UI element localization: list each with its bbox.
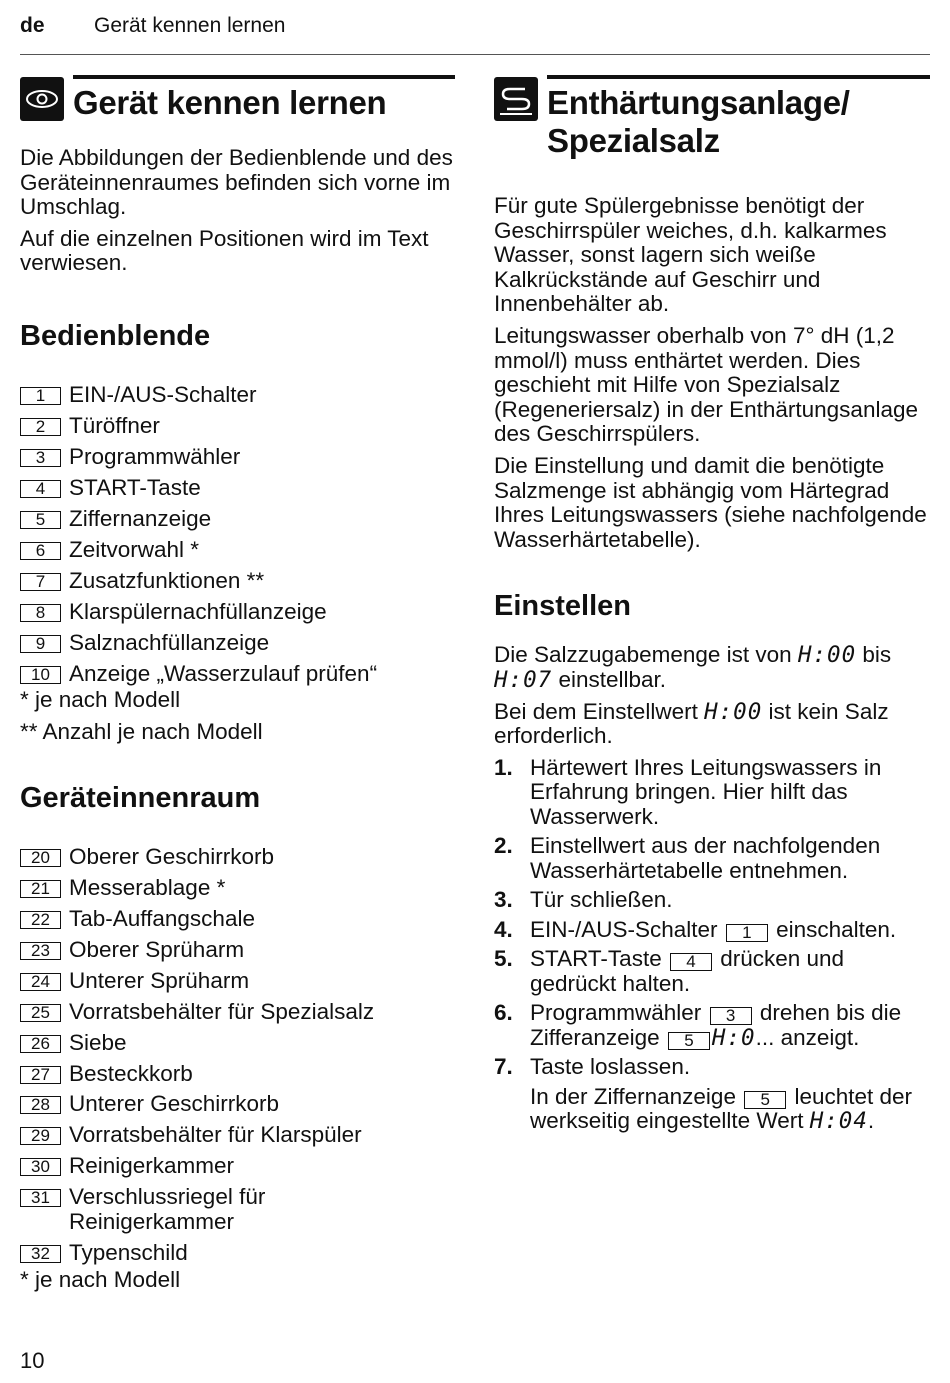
step-item	[494, 756, 930, 830]
list-item	[20, 907, 455, 932]
heading-rule	[73, 75, 455, 79]
step-text: Tür schließen.	[530, 887, 673, 913]
list-item	[20, 1241, 455, 1266]
item-label: Unterer Geschirrkorb	[69, 1091, 280, 1117]
display-value: H:00	[704, 698, 763, 725]
item-label: Programmwähler	[69, 443, 241, 469]
step-result	[530, 1085, 930, 1134]
position-number: 23	[20, 942, 61, 960]
position-number: 5	[668, 1032, 710, 1050]
list-item	[20, 631, 455, 656]
position-number: 25	[20, 1004, 61, 1022]
position-number: 2	[20, 418, 61, 436]
list-item	[20, 938, 455, 963]
text-segment: Die Salzzugabemenge ist von	[494, 642, 798, 668]
step-number: 1.	[494, 754, 513, 780]
step-number: 5.	[494, 946, 513, 972]
list-item	[20, 476, 455, 501]
step-number: 2.	[494, 833, 513, 859]
eye-icon	[20, 77, 64, 121]
step-item	[494, 834, 930, 883]
step-item	[494, 1001, 930, 1050]
step-item	[494, 947, 930, 996]
item-label: Oberer Geschirrkorb	[69, 843, 275, 869]
section-heading	[20, 75, 455, 122]
list-item	[20, 1000, 455, 1025]
position-number: 29	[20, 1127, 61, 1145]
list-item	[20, 507, 455, 532]
item-label: Verschlussriegel für Reinigerkammer	[69, 1184, 266, 1235]
item-label: Siebe	[69, 1029, 127, 1055]
step-text: Taste loslassen.	[530, 1054, 691, 1079]
item-label: Zusatzfunktionen **	[69, 567, 265, 593]
intro-paragraph: Die Abbildungen der Bedienblende und des Geräteinnenraumes befinden sich vorne im Umschlag.	[20, 145, 453, 220]
list-item	[20, 1123, 455, 1148]
intro-paragraph: Auf die einzelnen Positionen wird im Text verwiesen.	[20, 225, 429, 276]
item-label: START-Taste	[69, 474, 201, 500]
position-number: 30	[20, 1158, 61, 1176]
text-segment: leuchtet der werkseitig eingestellte Wert	[530, 1083, 913, 1134]
list-item	[20, 662, 455, 687]
text-segment: einschalten.	[769, 916, 897, 942]
position-number: 4	[670, 953, 712, 971]
step-number: 6.	[494, 1000, 513, 1026]
position-number: 20	[20, 849, 61, 867]
item-label: Reinigerkammer	[69, 1153, 235, 1179]
salt-icon	[494, 77, 538, 121]
display-value: H:07	[494, 666, 553, 693]
step-number: 3.	[494, 887, 513, 913]
subheading-bedienblende: Bedienblende	[20, 319, 211, 352]
position-number: 1	[20, 387, 61, 405]
item-label: Zeitvorwahl *	[69, 536, 200, 562]
position-number: 6	[20, 542, 61, 560]
item-label: Tab-Auffangschale	[69, 905, 255, 931]
position-number: 1	[726, 924, 768, 942]
position-number: 7	[20, 573, 61, 591]
body-paragraph	[494, 700, 930, 749]
position-number: 5	[744, 1091, 786, 1109]
header-title: Gerät kennen lernen	[94, 14, 286, 37]
list-item	[20, 1031, 455, 1056]
list-item	[20, 538, 455, 563]
heading-rule	[547, 75, 930, 79]
item-label: Unterer Sprüharm	[69, 967, 250, 993]
item-label: Türöffner	[69, 412, 160, 438]
item-label: Oberer Sprüharm	[69, 936, 245, 962]
text-segment: drücken und gedrückt halten.	[530, 946, 845, 996]
left-column	[20, 75, 455, 1292]
position-number: 5	[20, 511, 61, 529]
list-item	[20, 600, 455, 625]
text-segment: einstellbar.	[552, 666, 667, 692]
list-item	[20, 876, 455, 901]
text-segment: In der Ziffernanzeige	[530, 1083, 743, 1109]
list-item	[20, 414, 455, 439]
interior-list	[20, 845, 455, 1266]
list-item	[20, 1185, 299, 1234]
step-number: 4.	[494, 916, 513, 942]
item-label: Typenschild	[69, 1240, 188, 1266]
item-label: Ziffernanzeige	[69, 505, 212, 531]
step-text: Härtewert Ihres Leitungswassers in Erfahrung bringen. Hier hilft das Wasserwerk.	[530, 754, 882, 829]
body-paragraph: Für gute Spülergebnisse benötigt der Geschirrspüler weiches, d.h. kalkarmes Wasser, sonst lagern sich weiße Kalkrückstände auf Geschirr und Innenbehälter ab.	[494, 193, 887, 317]
item-label: Vorratsbehälter für Spezialsalz	[69, 998, 375, 1024]
section-heading	[494, 75, 930, 160]
position-number: 3	[710, 1007, 752, 1025]
list-item	[20, 445, 455, 470]
position-number: 28	[20, 1096, 61, 1114]
list-item	[20, 569, 455, 594]
text-segment: bis	[856, 642, 892, 668]
position-number: 21	[20, 880, 61, 898]
item-label: EIN-/AUS-Schalter	[69, 381, 257, 407]
display-value: H:00	[797, 642, 857, 669]
list-item	[20, 969, 455, 994]
language-tag: de	[20, 14, 45, 37]
text-segment: drehen bis die Zifferanzeige	[530, 1000, 902, 1050]
display-value: H:04	[809, 1108, 868, 1135]
list-item	[20, 1092, 455, 1117]
position-number: 8	[20, 604, 61, 622]
item-label: Besteckkorb	[69, 1060, 193, 1086]
subheading-einstellen: Einstellen	[494, 590, 631, 623]
step-item	[494, 1055, 930, 1134]
footnote: * je nach Modell	[20, 1266, 181, 1292]
item-label: Messerablage *	[69, 874, 226, 900]
page-header	[20, 14, 930, 42]
text-segment: EIN-/AUS-Schalter	[530, 916, 724, 942]
position-number: 24	[20, 973, 61, 991]
text-segment: ist kein Salz erforderlich.	[494, 698, 889, 749]
body-paragraph	[494, 643, 930, 692]
position-number: 31	[20, 1189, 61, 1207]
list-item	[20, 1154, 455, 1179]
page-number: 10	[20, 1348, 45, 1373]
position-number: 26	[20, 1035, 61, 1053]
section-title: Gerät kennen lernen	[73, 84, 387, 121]
text-segment: Bei dem Einstellwert	[494, 698, 705, 724]
list-item	[20, 1062, 455, 1087]
item-label: Anzeige „Wasserzulauf prüfen“	[69, 660, 378, 686]
step-text: Einstellwert aus der nachfolgenden Wasserhärtetabelle entnehmen.	[530, 833, 881, 883]
footnote: * je nach Modell	[20, 687, 181, 713]
footnote: ** Anzahl je nach Modell	[20, 719, 263, 745]
subheading-innenraum: Geräteinnenraum	[20, 781, 261, 814]
list-item	[20, 845, 455, 870]
text-segment: ... anzeigt.	[755, 1024, 860, 1050]
position-number: 27	[20, 1066, 61, 1084]
position-number: 9	[20, 635, 61, 653]
header-divider	[20, 54, 930, 55]
list-item	[20, 383, 455, 408]
position-number: 3	[20, 449, 61, 467]
body-paragraph: Die Einstellung und damit die benötigte Salzmenge ist abhängig vom Härtegrad Ihres Leitungswassers (siehe nachfolgende Wasserhärtetabelle).	[494, 452, 927, 552]
step-item	[494, 888, 930, 913]
right-column	[494, 75, 930, 1139]
item-label: Vorratsbehälter für Klarspüler	[69, 1122, 362, 1148]
control-panel-list	[20, 383, 455, 686]
body-paragraph: Leitungswasser oberhalb von 7° dH (1,2 mmol/l) muss enthärtet werden. Dies geschieht mit Hilfe von Spezialsalz (Regeneriersalz) in der Enthärtungsanlage des Geschirrspülers.	[494, 322, 918, 447]
item-label: Klarspülernachfüllanzeige	[69, 598, 327, 624]
item-label: Salznachfüllanzeige	[69, 629, 270, 655]
text-segment: .	[867, 1108, 875, 1134]
display-value: H:0	[711, 1024, 756, 1051]
text-segment: START-Taste	[530, 946, 668, 972]
position-number: 4	[20, 480, 61, 498]
step-number: 7.	[494, 1054, 513, 1079]
step-item	[494, 918, 930, 943]
position-number: 22	[20, 911, 61, 929]
section-title: Enthärtungsanlage/ Spezialsalz	[547, 84, 850, 159]
position-number: 32	[20, 1245, 61, 1263]
position-number: 10	[20, 666, 61, 684]
text-segment: Programmwähler	[530, 1000, 708, 1026]
steps-list	[494, 756, 930, 1134]
